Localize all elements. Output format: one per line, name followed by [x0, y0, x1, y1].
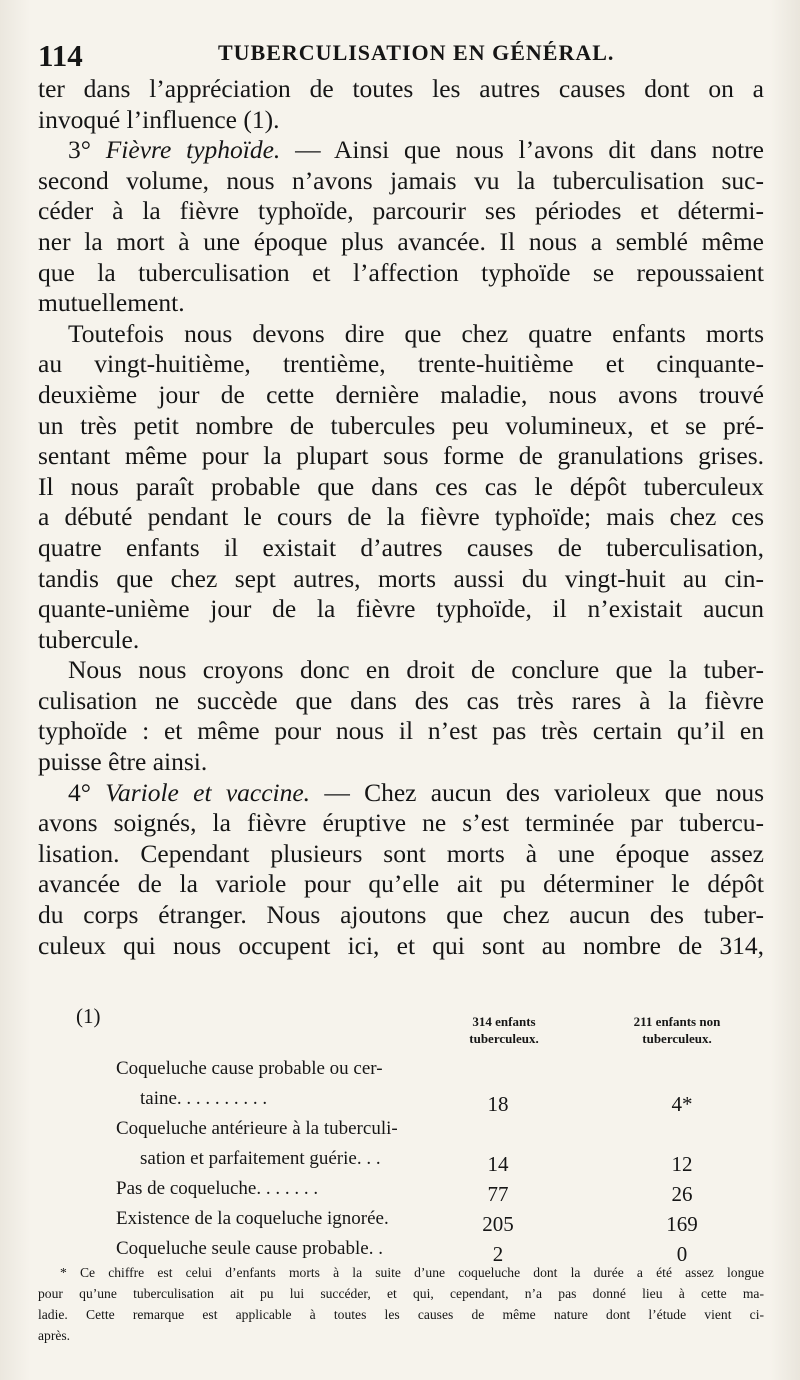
- section-number: 3°: [68, 135, 106, 165]
- value-non-tuberculous: 26: [671, 1182, 693, 1206]
- value-tuberculous: 14: [487, 1152, 509, 1176]
- row-label: Existence de la coqueluche ignorée.: [116, 1208, 389, 1229]
- text-line: ner la mort à une époque plus avancée. Il nous a semblé même: [38, 226, 764, 256]
- section-heading-line: [38, 135, 764, 166]
- value-non-tuberculous: 0: [676, 1242, 688, 1266]
- table-row: [116, 1058, 706, 1088]
- table-row: [116, 1088, 706, 1118]
- value-tuberculous: 18: [487, 1092, 509, 1116]
- text-line: ter dans l’appréciation de toutes les autres causes dont on a: [38, 74, 764, 103]
- table-row: [116, 1178, 706, 1208]
- text-line: quatre enfants il existait d’autres causes de tuberculisation,: [38, 532, 764, 562]
- footnote-note: [38, 1262, 764, 1346]
- table-row: [116, 1208, 706, 1238]
- text-line: avancée de la variole pour qu’elle ait pu déterminer le dépôt: [38, 869, 764, 899]
- text-line: du corps étranger. Nous ajoutons que chez aucun des tuber-: [38, 900, 764, 930]
- section-number: 4°: [68, 777, 106, 807]
- section-heading-line: [38, 778, 764, 809]
- section-title-variole: Variole et vaccine.: [105, 777, 311, 807]
- page-number: 114: [38, 38, 83, 73]
- row-label: taine. . . . . . . . . .: [140, 1088, 268, 1109]
- value-non-tuberculous: 4*: [671, 1092, 693, 1116]
- text-line: invoqué l’influence (1).: [38, 104, 280, 134]
- value-non-tuberculous: 169: [666, 1212, 698, 1236]
- text-line: lisation. Cependant plusieurs sont morts à une époque assez: [38, 838, 764, 868]
- text-line: céder à la fièvre typhoïde, parcourir ses périodes et détermi-: [38, 196, 764, 226]
- column-header-non-tuberculous: 211 enfants non tuberculeux.: [633, 1014, 721, 1046]
- footnote-marker: (1): [76, 1004, 101, 1028]
- body-text: [38, 74, 764, 961]
- table-row: [116, 1148, 706, 1178]
- value-tuberculous: 205: [482, 1212, 514, 1236]
- row-label: Pas de coqueluche. . . . . . .: [116, 1178, 319, 1199]
- page-header: [38, 30, 778, 73]
- row-label: sation et parfaitement guérie. . .: [140, 1148, 381, 1169]
- text-line: que la tuberculisation et l’affection typhoïde se repoussaient: [38, 257, 764, 287]
- text-line: puisse être ainsi.: [38, 747, 208, 777]
- text-line: au vingt-huitième, trentième, trente-huitième et cinquante-: [38, 349, 764, 379]
- text-line: second volume, nous n’avons jamais vu la tuberculisation suc-: [38, 165, 764, 195]
- text-line: avons soignés, la fièvre éruptive ne s’est terminée par tubercu-: [38, 808, 764, 838]
- footnote-line: après.: [38, 1328, 71, 1343]
- row-label: Coqueluche seule cause probable. .: [116, 1238, 383, 1259]
- text-run: — Chez aucun des varioleux que nous: [310, 777, 765, 807]
- text-line: un très petit nombre de tubercules peu volumineux, et se pré-: [38, 410, 764, 440]
- text-line: culeux qui nous occupent ici, et qui sont au nombre de 314,: [38, 930, 764, 960]
- footnote-line: * Ce chiffre est celui d’enfants morts à la suite d’une coqueluche dont la durée a été assez longue: [60, 1265, 764, 1280]
- running-title: TUBERCULISATION EN GÉNÉRAL.: [218, 40, 615, 65]
- text-line: Il nous paraît probable que dans ces cas le dépôt tuberculeux: [38, 471, 764, 501]
- footnote-line: pour qu’une tuberculisation ait pu lui succéder, et qui, cependant, n’a pas donné lieu à cette ma-: [38, 1286, 764, 1301]
- text-line: sentant même pour la plupart sous forme de granulations grises.: [38, 441, 764, 471]
- text-line: deuxième jour de cette dernière maladie, nous avons trouvé: [38, 379, 764, 409]
- value-tuberculous: 77: [487, 1182, 509, 1206]
- text-line: mutuellement.: [38, 288, 185, 318]
- text-line: Nous nous croyons donc en droit de conclure que la tuber-: [68, 655, 764, 685]
- row-label: Coqueluche cause probable ou cer-: [116, 1058, 383, 1079]
- text-line: tubercule.: [38, 624, 140, 654]
- text-line: typhoïde : et même pour nous il n’est pas très certain qu’il en: [38, 716, 764, 746]
- text-line: Toutefois nous devons dire que chez quatre enfants morts: [68, 318, 764, 348]
- text-line: tandis que chez sept autres, morts aussi du vingt-huit au cin-: [38, 563, 764, 593]
- text-run: — Ainsi que nous l’avons dit dans notre: [280, 135, 765, 165]
- column-header-tuberculous: 314 enfants tuberculeux.: [469, 1014, 539, 1046]
- section-title-typhoid: Fièvre typhoïde.: [105, 135, 281, 165]
- value-tuberculous: 2: [492, 1242, 504, 1266]
- table-row: [116, 1118, 706, 1148]
- footnote-line: ladie. Cette remarque est applicable à toutes les causes de même nature dont l’étude vient ci-: [38, 1307, 764, 1322]
- value-non-tuberculous: 12: [671, 1152, 693, 1176]
- footnote-table: [116, 1058, 706, 1268]
- text-line: a débuté pendant le cours de la fièvre typhoïde; mais chez ces: [38, 502, 764, 532]
- row-label: Coqueluche antérieure à la tuberculi-: [116, 1118, 398, 1139]
- text-line: culisation ne succède que dans des cas très rares à la fièvre: [38, 685, 764, 715]
- text-line: quante-unième jour de la fièvre typhoïde, il n’existait aucun: [38, 594, 764, 624]
